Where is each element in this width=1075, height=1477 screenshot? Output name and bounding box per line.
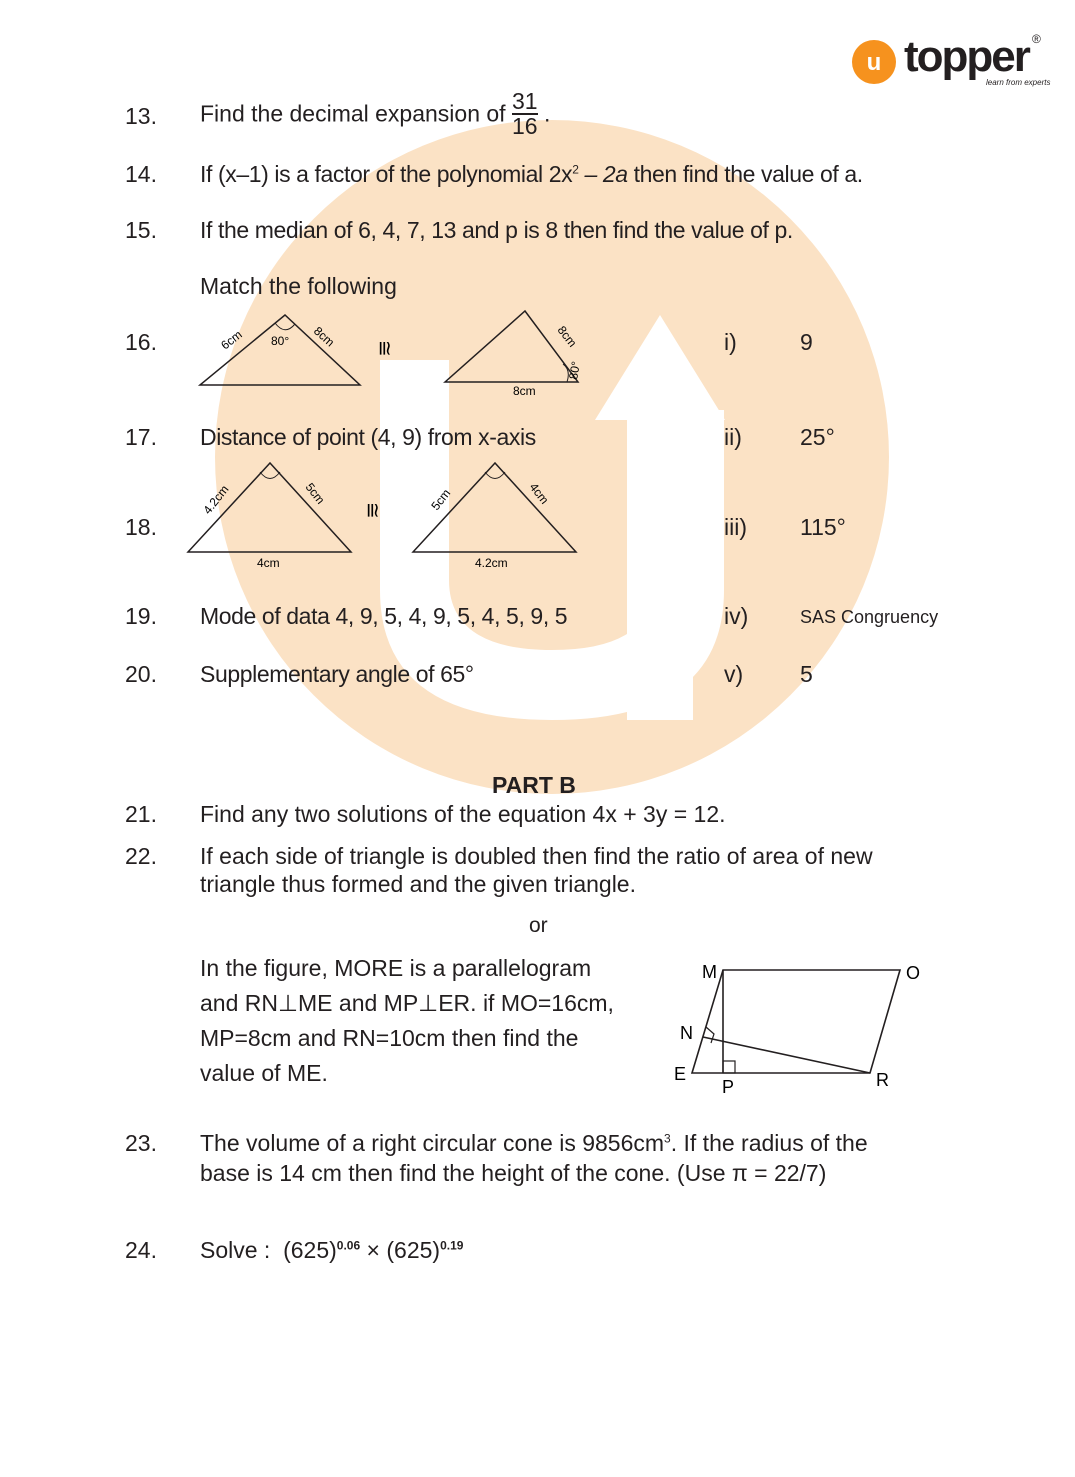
right-angle-mark	[723, 1061, 735, 1073]
side-label: 8cm	[554, 323, 580, 350]
altitude-rn	[703, 1037, 870, 1073]
vertex-label: P	[722, 1077, 735, 1097]
question-number: 16.	[125, 329, 157, 355]
question-number: 20.	[125, 661, 157, 687]
angle-arc	[275, 323, 295, 330]
question-number: 13.	[125, 103, 157, 129]
answer-roman: i)	[724, 329, 737, 355]
q16-triangles	[195, 308, 595, 403]
question-number: 23.	[125, 1130, 157, 1156]
angle-arc	[260, 472, 280, 479]
match-heading: Match the following	[200, 273, 397, 299]
angle-arc	[485, 472, 505, 479]
question-15: If the median of 6, 4, 7, 13 and p is 8 then find the value of p.	[200, 217, 793, 243]
question-number: 18.	[125, 514, 157, 540]
question-14: If (x–1) is a factor of the polynomial $2x^2 - 2a$ then find the value of a.	[200, 161, 863, 187]
fraction: $\frac{31}{16}$	[511, 88, 538, 139]
question-number: 17.	[125, 424, 157, 450]
side-label: 6cm	[218, 327, 245, 353]
alt-question-line1: In the figure, MORE is a parallelogram	[200, 955, 592, 981]
question-23-line1: The volume of a right circular cone is $9856cm^3$. If the radius of the	[200, 1130, 868, 1156]
vertex-label: N	[680, 1023, 693, 1043]
alt-question-line3: MP=8cm and RN=10cm then find the	[200, 1025, 579, 1051]
logo-registered: ®	[1032, 32, 1041, 46]
question-23-line2: base is 14 cm then find the height of the cone. (Use π = 22/7)	[200, 1160, 827, 1186]
vertex-label: E	[674, 1064, 687, 1084]
question-19: Mode of data 4, 9, 5, 4, 9, 5, 4, 5, 9, 5	[200, 603, 568, 629]
question-number: 22.	[125, 843, 157, 869]
vertex-label: M	[702, 962, 717, 982]
answer-value: 25°	[800, 424, 835, 450]
question-22-line1: If each side of triangle is doubled then find the ratio of area of new	[200, 843, 873, 869]
question-20: Supplementary angle of 65°	[200, 661, 474, 687]
logo-tagline: learn from experts	[986, 78, 1051, 87]
answer-roman: iii)	[724, 514, 747, 540]
congruent-symbol: ≅	[361, 502, 385, 519]
side-label: 5cm	[428, 486, 454, 513]
answer-value: SAS Congruency	[800, 607, 939, 627]
alt-question-line4: value of ME.	[200, 1060, 328, 1086]
answer-roman: iv)	[724, 603, 749, 629]
question-17: Distance of point (4, 9) from x-axis	[200, 424, 536, 450]
base-label: 4cm	[257, 556, 280, 570]
question-number: 21.	[125, 801, 157, 827]
right-angle-mark	[706, 1027, 714, 1043]
question-number: 24.	[125, 1237, 157, 1263]
parallelogram-figure	[665, 955, 935, 1100]
section-heading: PART B	[492, 772, 576, 798]
side-label: 5cm	[302, 480, 328, 507]
answer-roman: v)	[724, 661, 744, 687]
question-22-line2: triangle thus formed and the given triangle.	[200, 871, 636, 897]
answer-value: 9	[800, 329, 813, 355]
question-number: 15.	[125, 217, 157, 243]
vertex-label: R	[876, 1070, 889, 1090]
answer-value: 5	[800, 661, 813, 687]
logo-mark-icon	[850, 38, 898, 86]
question-21: Find any two solutions of the equation 4x + 3y = 12.	[200, 801, 726, 827]
base-label: 8cm	[513, 384, 536, 398]
question-24: Solve : $(625)^{0.06} \times (625)^{0.19}$	[200, 1237, 464, 1263]
answer-value: 115°	[800, 514, 846, 540]
answer-roman: ii)	[724, 424, 742, 450]
q18-triangles	[185, 455, 585, 575]
question-number: 14.	[125, 161, 157, 187]
or-separator: or	[529, 914, 548, 937]
svg-text:u: u	[866, 49, 882, 76]
angle-label: 80°	[271, 334, 290, 348]
side-label: 4cm	[526, 480, 552, 507]
side-label: 4.2cm	[200, 482, 232, 517]
question-number: 19.	[125, 603, 157, 629]
congruent-symbol: ≅	[373, 340, 397, 357]
triangle-2	[445, 311, 578, 382]
question-13: Find the decimal expansion of $\frac{31}{16}$ .	[200, 88, 551, 139]
angle-label: 80°	[566, 360, 584, 381]
vertex-label: O	[906, 963, 921, 983]
side-label: 8cm	[310, 323, 338, 350]
logo-text: topper	[904, 32, 1029, 81]
base-label: 4.2cm	[475, 556, 508, 570]
alt-question-line2: and RN⊥ME and MP⊥ER. if MO=16cm,	[200, 990, 614, 1016]
